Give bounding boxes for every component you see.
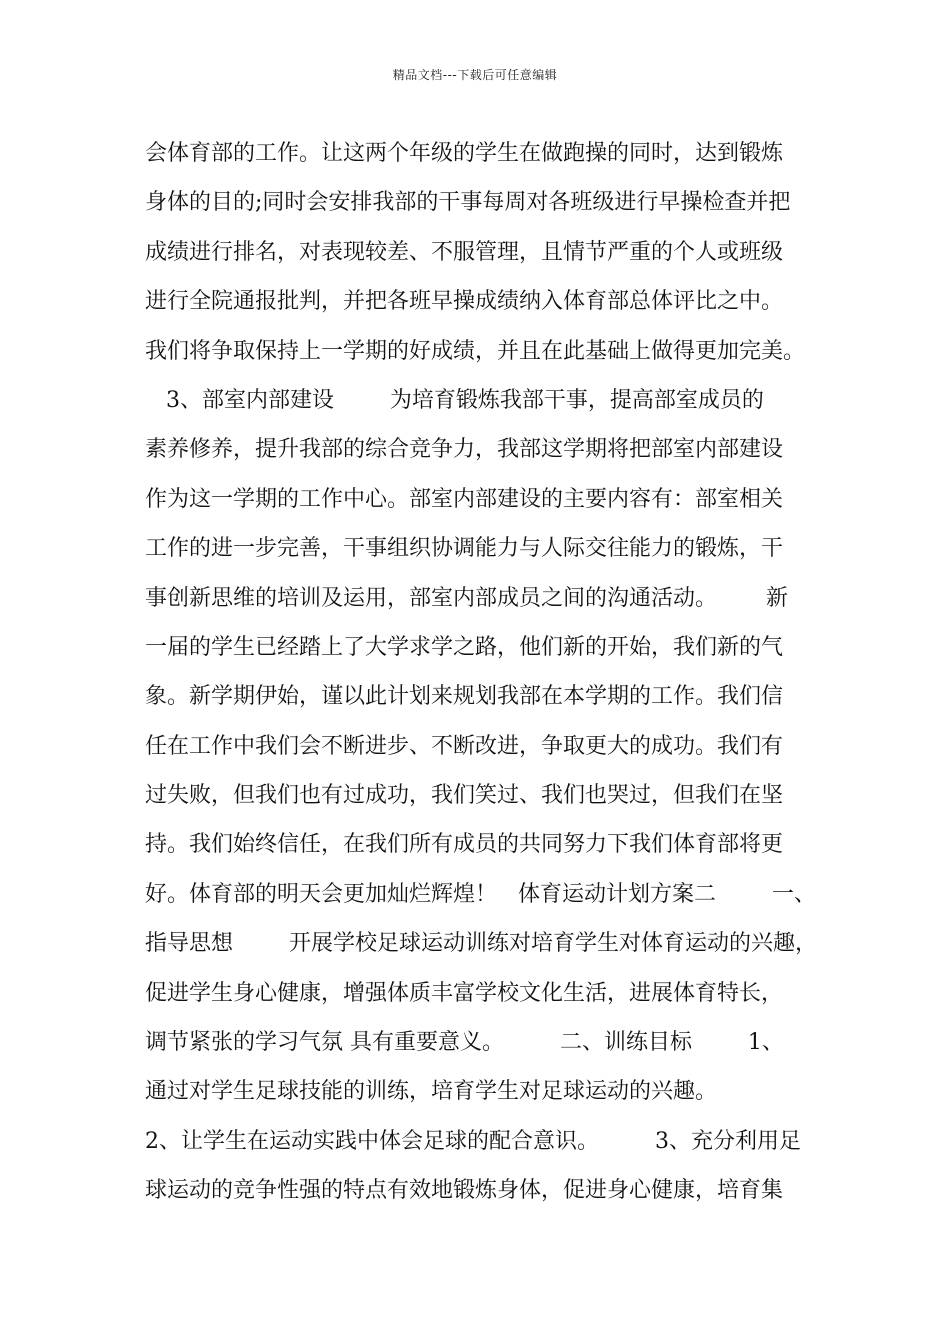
- text-line: 过失败，但我们也有过成功，我们笑过、我们也哭过，但我们在坚: [145, 783, 784, 809]
- text-line: 象。新学期伊始，谨以此计划来规划我部在本学期的工作。我们信: [145, 684, 784, 710]
- text-line: 事创新思维的培训及运用，部室内部成员之间的沟通活动。 新: [145, 585, 788, 611]
- text-line: 持。我们始终信任，在我们所有成员的共同努力下我们体育部将更: [145, 832, 784, 858]
- page-header: 精品文档---下载后可任意编辑: [392, 68, 558, 82]
- text-line: 进行全院通报批判，并把各班早操成绩纳入体育部总体评比之中。: [145, 289, 784, 315]
- text-line: 好。体育部的明天会更加灿烂辉煌！ 体育运动计划方案二 一、: [145, 881, 816, 907]
- text-line: 调节紧张的学习气氛 具有重要意义。 二、训练目标 1、: [145, 1030, 784, 1056]
- text-line: 身体的目的;同时会安排我部的干事每周对各班级进行早操检查并把: [145, 190, 791, 216]
- text-line: 素养修养，提升我部的综合竞争力，我部这学期将把部室内部建设: [145, 437, 784, 463]
- body-text: [145, 129, 835, 1216]
- text-line: 作为这一学期的工作中心。部室内部建设的主要内容有：部室相关: [145, 486, 784, 512]
- text-line: 指导思想 开展学校足球运动训练对培育学生对体育运动的兴趣，: [145, 931, 817, 957]
- text-line: 促进学生身心健康，增强体质丰富学校文化生活，进展体育特长，: [145, 980, 784, 1006]
- text-line: 成绩进行排名，对表现较差、不服管理，且情节严重的个人或班级: [145, 239, 784, 265]
- text-line: 通过对学生足球技能的训练，培育学生对足球运动的兴趣。: [145, 1079, 718, 1105]
- text-line: 我们将争取保持上一学期的好成绩，并且在此基础上做得更加完美。: [145, 338, 806, 364]
- text-line: 2、让学生在运动实践中体会足球的配合意识。 3、充分利用足: [145, 1128, 801, 1154]
- text-line: 会体育部的工作。让这两个年级的学生在做跑操的同时，达到锻炼: [145, 141, 784, 166]
- text-line: 一届的学生已经踏上了大学求学之路，他们新的开始，我们新的气: [145, 634, 784, 660]
- text-line: 任在工作中我们会不断进步、不断改进，争取更大的成功。我们有: [145, 733, 784, 759]
- text-line: 3、部室内部建设 为培育锻炼我部干事，提高部室成员的: [145, 387, 764, 413]
- text-line: 球运动的竞争性强的特点有效地锻炼身体，促进身心健康，培育集: [145, 1178, 784, 1204]
- text-line: 工作的进一步完善，干事组织协调能力与人际交往能力的锻炼，干: [145, 536, 784, 562]
